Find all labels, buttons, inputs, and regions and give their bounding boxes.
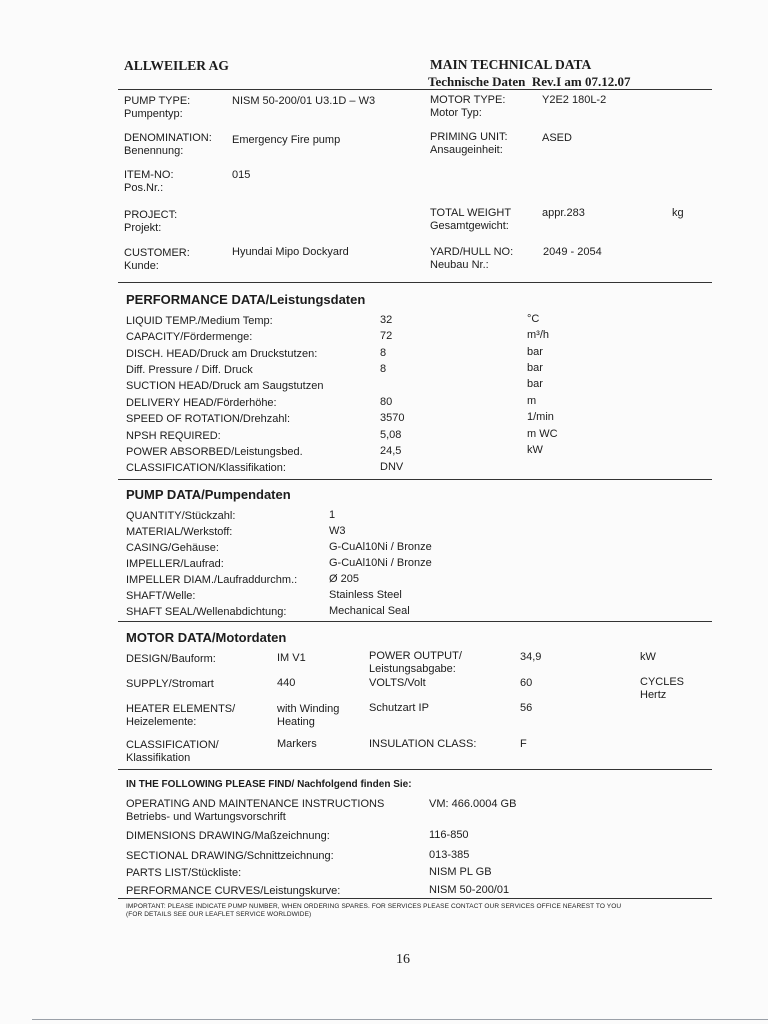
item-value: 015 xyxy=(232,169,251,181)
classification-value: Markers xyxy=(277,738,317,750)
header-rule xyxy=(118,89,712,90)
doc-value: NISM 50-200/01 xyxy=(429,884,510,896)
motor-rule xyxy=(118,769,712,770)
power-unit: kW xyxy=(640,651,656,663)
perf-unit: m³/h xyxy=(527,329,549,341)
power-label: POWER OUTPUT/ Leistungsabgabe: xyxy=(369,650,462,675)
perf-label: NPSH REQUIRED: xyxy=(126,430,221,442)
perf-value: DNV xyxy=(380,461,404,473)
revision-text: Rev.I am 07.12.07 xyxy=(531,74,631,89)
pump-label: IMPELLER DIAM./Laufraddurchm.: xyxy=(126,574,298,586)
pump-title: PUMP DATA/Pumpendaten xyxy=(126,487,291,502)
volts-value: 60 xyxy=(520,677,533,689)
footer-note: IMPORTANT: PLEASE INDICATE PUMP NUMBER, WHEN ORDERING SPARES. FOR SERVICES PLEASE CONTACT OUR SERVICES OFFICE NEAREST TO YOU (FOR DETAILS SEE OUR LEAFLET SERVICE WORLDWIDE) xyxy=(126,903,622,918)
perf-unit: kW xyxy=(527,444,543,456)
perf-unit: bar xyxy=(527,346,543,358)
pump-label: MATERIAL/Werkstoff: xyxy=(126,526,233,538)
supply-value: 440 xyxy=(277,677,296,689)
performance-rule xyxy=(118,479,712,480)
doc-value: 013-385 xyxy=(429,849,470,861)
customer-label: CUSTOMER: Kunde: xyxy=(124,247,190,272)
pump-label: QUANTITY/Stückzahl: xyxy=(126,510,236,522)
perf-label: Diff. Pressure / Diff. Druck xyxy=(126,364,253,376)
perf-value: 80 xyxy=(380,396,393,408)
pump-value: Ø 205 xyxy=(329,573,359,585)
perf-value: 8 xyxy=(380,347,387,359)
pump-type-label: PUMP TYPE: Pumpentyp: xyxy=(124,95,191,120)
motor-type-value: Y2E2 180L-2 xyxy=(542,94,607,106)
perf-value: 72 xyxy=(380,330,393,342)
heater-label: HEATER ELEMENTS/ Heizelemente: xyxy=(126,703,236,728)
design-label: DESIGN/Bauform: xyxy=(126,653,216,665)
pump-value: Stainless Steel xyxy=(329,589,402,601)
motor-title: MOTOR DATA/Motordaten xyxy=(126,630,287,645)
pump-value: G-CuAl10Ni / Bronze xyxy=(329,557,432,569)
general-rule xyxy=(118,282,712,283)
perf-label: DELIVERY HEAD/Förderhöhe: xyxy=(126,397,277,409)
denomination-value: Emergency Fire pump xyxy=(232,134,341,146)
pump-rule xyxy=(118,621,712,622)
perf-label: CAPACITY/Fördermenge: xyxy=(126,331,253,343)
perf-label: SPEED OF ROTATION/Drehzahl: xyxy=(126,413,291,425)
schutzart-value: 56 xyxy=(520,702,533,714)
scan-edge-line xyxy=(32,1019,768,1020)
perf-value: 5,08 xyxy=(380,429,402,441)
performance-title: PERFORMANCE DATA/Leistungsdaten xyxy=(126,292,366,307)
document-subtitle xyxy=(428,74,630,90)
doc-label: PERFORMANCE CURVES/Leistungskurve: xyxy=(126,885,341,897)
doc-value: 116-850 xyxy=(429,829,469,841)
op-value: VM: 466.0004 GB xyxy=(429,798,517,810)
denomination-label: DENOMINATION: Benennung: xyxy=(124,132,212,157)
perf-unit: m WC xyxy=(527,428,558,440)
customer-value: Hyundai Mipo Dockyard xyxy=(232,246,349,258)
yard-label: YARD/HULL NO: Neubau Nr.: xyxy=(430,246,514,271)
pump-label: CASING/Gehäuse: xyxy=(126,542,219,554)
doc-value: NISM PL GB xyxy=(429,866,492,878)
perf-label: POWER ABSORBED/Leistungsbed. xyxy=(126,446,303,458)
pump-value: 1 xyxy=(329,509,336,521)
perf-label: CLASSIFICATION/Klassifikation: xyxy=(126,462,286,474)
company-name: ALLWEILER AG xyxy=(124,58,229,73)
perf-unit: bar xyxy=(527,378,543,390)
classification-label: CLASSIFICATION/ Klassifikation xyxy=(126,739,219,764)
perf-unit: m xyxy=(527,395,537,407)
doc-label: SECTIONAL DRAWING/Schnittzeichnung: xyxy=(126,850,334,862)
perf-label: DISCH. HEAD/Druck am Druckstutzen: xyxy=(126,348,318,360)
document-title: MAIN TECHNICAL DATA xyxy=(430,57,592,72)
design-value: IM V1 xyxy=(277,652,306,664)
weight-label: TOTAL WEIGHT Gesamtgewicht: xyxy=(430,207,512,232)
pump-label: IMPELLER/Laufrad: xyxy=(126,558,224,570)
doc-label: DIMENSIONS DRAWING/Maßzeichnung: xyxy=(126,830,330,842)
supply-label: SUPPLY/Stromart xyxy=(126,678,214,690)
motor-type-label: MOTOR TYPE: Motor Typ: xyxy=(430,94,506,119)
pump-value: W3 xyxy=(329,525,346,537)
subtitle-text: Technische Daten xyxy=(428,74,526,89)
pump-type-value: NISM 50-200/01 U3.1D – W3 xyxy=(232,95,376,107)
volts-label: VOLTS/Volt xyxy=(369,677,426,689)
item-label: ITEM-NO: Pos.Nr.: xyxy=(124,169,174,194)
insulation-label: INSULATION CLASS: xyxy=(369,738,477,750)
pump-label: SHAFT SEAL/Wellenabdichtung: xyxy=(126,606,287,618)
documents-title: IN THE FOLLOWING PLEASE FIND/ Nachfolgend finden Sie: xyxy=(126,779,412,790)
weight-unit: kg xyxy=(672,207,684,219)
perf-value: 8 xyxy=(380,363,387,375)
perf-value: 3570 xyxy=(380,412,405,424)
pump-label: SHAFT/Welle: xyxy=(126,590,196,602)
schutzart-label: Schutzart IP xyxy=(369,702,429,714)
insulation-value: F xyxy=(520,738,527,750)
documents-rule xyxy=(118,898,712,899)
priming-value: ASED xyxy=(542,132,572,144)
heater-value: with Winding Heating xyxy=(277,703,340,728)
perf-unit: bar xyxy=(527,362,543,374)
cycles-label: CYCLES Hertz xyxy=(640,676,685,701)
priming-label: PRIMING UNIT: Ansaugeinheit: xyxy=(430,131,508,156)
doc-label: PARTS LIST/Stückliste: xyxy=(126,867,242,879)
project-label: PROJECT: Projekt: xyxy=(124,209,178,234)
pump-value: G-CuAl10Ni / Bronze xyxy=(329,541,432,553)
page-number: 16 xyxy=(396,952,410,967)
power-value: 34,9 xyxy=(520,651,542,663)
perf-unit: °C xyxy=(527,313,540,325)
op-label: OPERATING AND MAINTENANCE INSTRUCTIONS Betriebs- und Wartungsvorschrift xyxy=(126,798,385,823)
perf-value: 24,5 xyxy=(380,445,402,457)
yard-value: 2049 - 2054 xyxy=(543,246,602,258)
weight-value: appr.283 xyxy=(542,207,585,219)
perf-label: SUCTION HEAD/Druck am Saugstutzen xyxy=(126,380,324,392)
perf-value: 32 xyxy=(380,314,393,326)
perf-unit: 1/min xyxy=(527,411,554,423)
pump-value: Mechanical Seal xyxy=(329,605,410,617)
perf-label: LIQUID TEMP./Medium Temp: xyxy=(126,315,273,327)
